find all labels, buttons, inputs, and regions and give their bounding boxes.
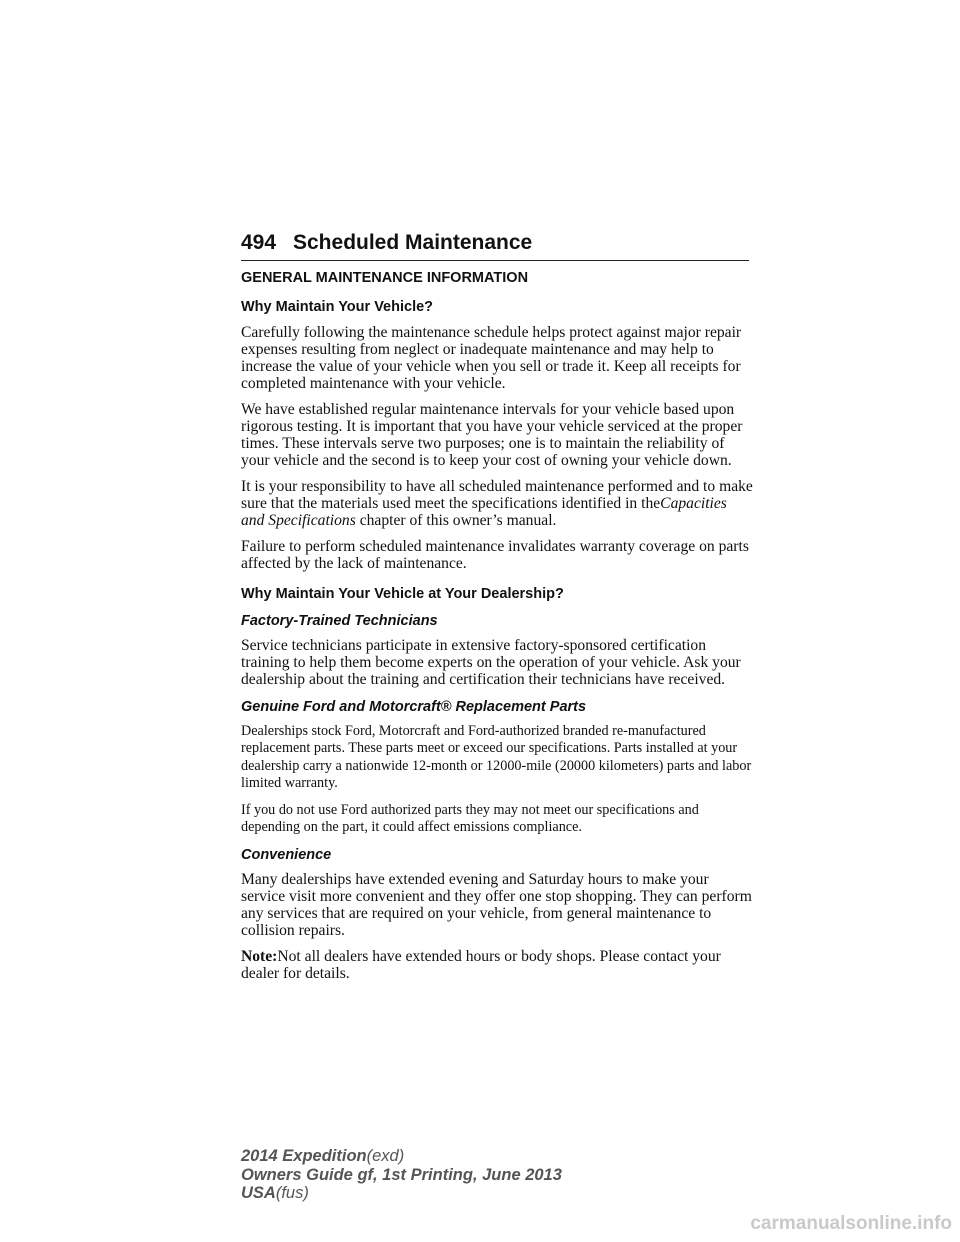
footer-model-code: (exd) [366,1147,405,1165]
page-header [241,230,749,261]
footer-region-code: (fus) [275,1184,309,1202]
note-label: Note: [241,948,278,966]
paragraph-maintenance-intervals: We have established regular maintenance intervals for your vehicle based upon rigorous testing. It is important that you have your vehicle serviced at the proper times. These intervals serve two purposes; one is to maintain the reliability of your vehicle and the second is to keep your cost of owning your vehicle down. [241,401,743,469]
chapter-reference-link[interactable]: Capacities and Specifications [241,495,727,529]
paragraph-maintenance-schedule: Carefully following the maintenance schedule helps protect against major repair expenses resulting from neglect or inadequate maintenance and may help to increase the value of your vehicle when you sell or trade it. Keep all receipts for completed maintenance with your vehicle. [241,324,742,392]
chapter-title: Scheduled Maintenance [293,231,533,254]
heading-why-dealership: Why Maintain Your Vehicle at Your Dealership? [241,586,564,602]
heading-genuine-parts: Genuine Ford and Motorcraft® Replacement Parts [241,699,587,715]
heading-convenience: Convenience [241,847,332,864]
page-number: 494 [241,231,277,254]
footer-printing: Owners Guide gf, 1st Printing, June 2013 [241,1165,562,1184]
paragraph-responsibility-text: It is your responsibility to have all scheduled maintenance performed and to make sure that the materials used meet the specifications identified in the [241,478,753,512]
heading-why-maintain: Why Maintain Your Vehicle? [241,299,434,315]
paragraph-convenience: Many dealerships have extended evening and Saturday hours to make your service visit more convenient and they offer one stop shopping. They can perform any services that are required on your vehicle, from general maintenance to collision repairs. [241,871,752,940]
footer-line-region [241,1184,562,1203]
page-footer [241,1147,562,1203]
heading-factory-trained: Factory-Trained Technicians [241,613,438,629]
watermark: carmanualsonline.info [750,1213,952,1234]
paragraph-responsibility-end: chapter of this owner’s manual. [359,512,557,529]
note-paragraph [241,948,753,982]
footer-model: 2014 Expedition [241,1147,367,1165]
paragraph-authorized-parts: If you do not use Ford authorized parts they may not meet our specifications and depending on the part, it could affect emissions compliance. [241,801,699,836]
page-content [241,268,753,991]
paragraph-technicians: Service technicians participate in extensive factory-sponsored certification training to help them become experts on the operation of your vehicle. Ask your dealership about the training and certification their technicians have received. [241,637,741,688]
paragraph-replacement-parts: Dealerships stock Ford, Motorcraft and Ford-authorized branded re-manufactured replacement parts. These parts meet or exceed our specifications. Parts installed at your dealership carry a nationwide 12-month or 12000-mile (20000 kilometers) parts and labor limited warranty. [241,723,752,792]
note-text: Not all dealers have extended hours or body shops. Please contact your dealer for details. [241,948,721,983]
paragraph-responsibility [241,478,753,529]
footer-region: USA [241,1184,276,1202]
section-title: GENERAL MAINTENANCE INFORMATION [241,270,529,286]
paragraph-warranty-coverage: Failure to perform scheduled maintenance invalidates warranty coverage on parts affected by the lack of maintenance. [241,538,749,572]
footer-line-model [241,1147,562,1166]
